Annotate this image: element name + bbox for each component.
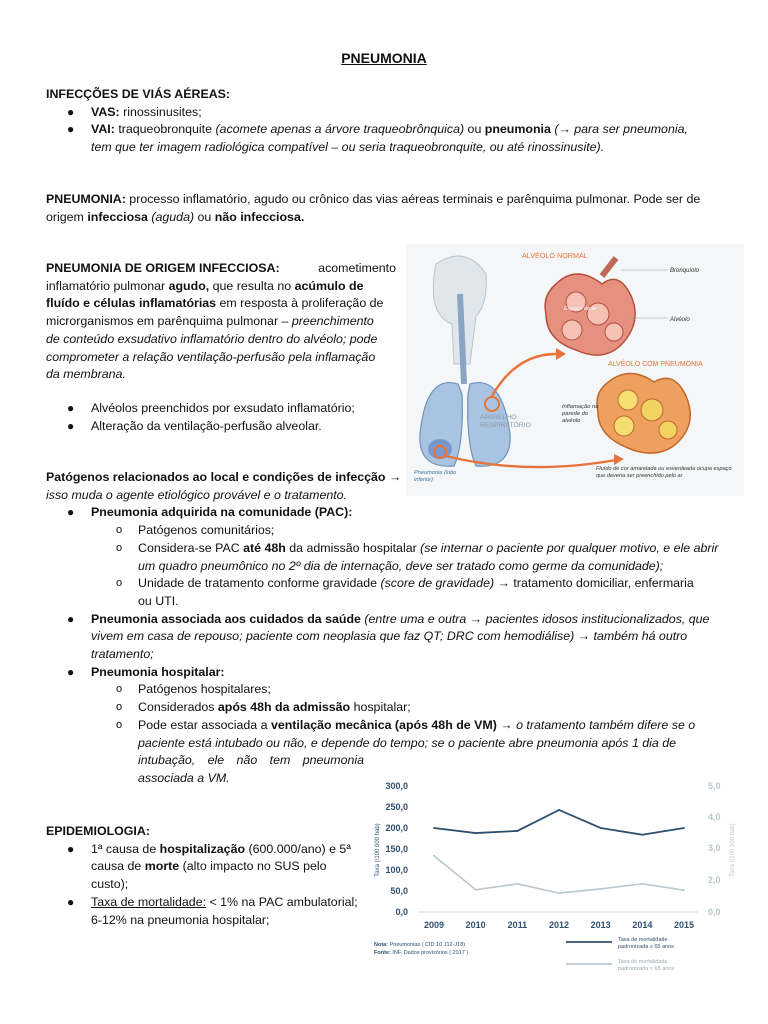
y2-axis-title: Taxa (/100 000 hab)	[730, 823, 736, 877]
pac-sub-2: o Considera-se PAC até 48h da admissão hospitalar (se internar o paciente por qualquer motivo, e ele abrir um quadro pneumônico no 2º dia de internação, deve ser tratado como germe da comunidade);	[116, 540, 719, 573]
epidemiologia-section	[46, 823, 364, 929]
label-fluido: Fluído de cor amarelada ou esverdeada ocupa espaço que deveria ser preenchido pelo ar	[596, 466, 732, 479]
label-pneumonia-lobo-inferior: Pneumonia (lobo inferior)	[414, 470, 457, 483]
circle-bullet-icon: o	[116, 718, 123, 731]
bullet-icon: ●	[67, 894, 75, 909]
legend-label-1-a: Taxa de mortalidade	[618, 937, 668, 943]
data-point-series-1	[600, 827, 602, 829]
mortality-line-chart	[368, 766, 738, 978]
label-aparelho-respiratorio: APARELHO RESPIRATÓRIO	[480, 414, 531, 429]
circle-bullet-icon: o	[116, 577, 123, 590]
hospitalar-item: ● Pneumonia hospitalar:	[46, 664, 726, 682]
data-point-series-1	[433, 827, 435, 829]
alveolus-illustration	[406, 244, 744, 496]
chart-note: Nota: Pneumonias ( CID 10 J12-J18)	[374, 942, 466, 948]
circle-bullet-icon: o	[116, 683, 123, 696]
y2-tick-label: 5,0	[708, 781, 721, 791]
hosp-sub-1: o Patógenos hospitalares;	[46, 681, 726, 699]
label-aparelho-wrap	[480, 414, 550, 438]
data-point-series-1	[558, 809, 560, 811]
bullet-icon: ●	[67, 505, 75, 520]
infeccoes-heading: INFECÇÕES DE VIÁS AÉREAS:	[46, 87, 231, 101]
x-tick-label: 2014	[632, 920, 653, 930]
pacs-item: ● Pneumonia associada aos cuidados da saúde (entre uma e outra → pacientes idosos institucionalizados, que vivem em casa de repouso; paciente com neoplasia que faz QT; DRC com hemodiálise) → também há outro tratamento;	[67, 611, 710, 662]
y-tick-label: 150,0	[385, 844, 408, 854]
x-tick-label: 2009	[423, 920, 445, 930]
patogenos-section: Patógenos relacionados ao local e condições de infecção → isso muda o agente etiológico provável e o tratamento. ● Pneumonia adquirida na comunidade (PAC): o Patógenos comunitários; o Considera-se PAC até 48h da admissão hospitalar (se internar o paciente por qualquer motivo, e ele abrir um quadro pneumônico no 2º dia de internação, deve ser tratado como germe da comunidade); o Unidade de tratamento conforme gravidade (score de gravidade) → tratamento domiciliar, enfermaria ou UTI. ● Pneumonia associada aos cuidados da saúde (entre uma e outra → pacientes idosos institucionalizados, que vivem em casa de repouso; paciente com neoplasia que faz QT; DRC com hemodiálise) → também há outro tratamento; ● Pneumonia hospitalar: o Patógenos hospitalares; o Considerados após 48h da admissão hospitalar; o Pode estar associada a ventilação mecânica (após 48h de VM) → o tratamento também difere se o paciente está intubado ou não, e depende do tempo; se o paciente abre pneumonia após 1 dia de intubação, ele não tem pneumonia associada a VM.	[46, 469, 726, 788]
y-tick-label: 250,0	[385, 802, 408, 812]
label-alveolo-normal: ALVÉOLO NORMAL	[522, 251, 588, 260]
trachea-icon	[460, 294, 464, 384]
y-tick-label: 50,0	[390, 886, 408, 896]
y-axis-title: Taxa (/100 000 hab)	[375, 823, 381, 877]
respiratory-system-illustration	[406, 244, 744, 496]
bullet-icon: ●	[67, 841, 75, 856]
data-point-series-2	[641, 883, 643, 885]
legend-label-2-a: Taxa de mortalidade	[618, 959, 668, 965]
epi-item-2: ● Taxa de mortalidade: < 1% na PAC ambulatorial; 6-12% na pneumonia hospitalar;	[67, 894, 358, 927]
bullet-icon: ●	[67, 611, 75, 626]
hosp-sub-3: o Pode estar associada a ventilação mecânica (após 48h de VM) → o tratamento também difere se o paciente está intubado ou não, e depende do tempo; se o paciente abre pneumonia após 1 dia de intubação, ele não tem pneumonia associada a VM.	[116, 717, 696, 785]
y2-tick-label: 3,0	[708, 843, 721, 853]
x-tick-label: 2010	[465, 920, 486, 930]
bullet-icon: ●	[67, 418, 75, 433]
page-title: PNEUMONIA	[341, 50, 427, 66]
legend-label-1-b: padronizada ≥ 65 anos	[618, 944, 674, 950]
data-point-series-2	[516, 883, 518, 885]
x-tick-label: 2013	[590, 920, 611, 930]
infecciosa-paragraph: PNEUMONIA DE ORIGEM INFECCIOSA: acometimento inflamatório pulmonar agudo, que resulta no acúmulo de fluído e células inflamatórias em resposta à proliferação de microrganismos em parênquima pulmonar – preenchimento de conteúdo exsudativo inflamatório dentro do alvéolo; pode comprometer a relação ventilação-perfusão pela inflamação da membrana.	[46, 261, 396, 382]
circle-bullet-icon: o	[116, 524, 123, 537]
x-tick-label: 2011	[507, 920, 528, 930]
data-point-series-2	[433, 855, 435, 857]
label-alveolo: Alvéolo	[670, 317, 690, 323]
data-point-series-2	[683, 889, 685, 891]
label-inflamacao: Inflamação na parede do alvéolo	[562, 404, 599, 424]
y2-tick-label: 0,0	[708, 907, 721, 917]
y-tick-label: 100,0	[385, 865, 408, 875]
x-tick-label: 2012	[548, 920, 570, 930]
data-point-series-1	[641, 834, 643, 836]
infecciosa-bullets	[46, 400, 396, 435]
bullet-icon: ●	[67, 664, 75, 679]
mortality-chart	[368, 766, 738, 978]
label-bronquiolo: Bronquíolo	[670, 268, 700, 274]
bullet-icon: ●	[67, 401, 75, 415]
bullet-icon: ●	[67, 104, 75, 119]
y-tick-label: 200,0	[385, 823, 408, 833]
list-item: ● Alvéolos preenchidos por exsudato inflamatório;	[46, 400, 396, 418]
infeccoes-section	[46, 86, 726, 157]
definicao-paragraph: PNEUMONIA: processo inflamatório, agudo ou crônico das vias aéreas terminais e parênquima pulmonar. Pode ser de origem infecciosa (aguda) ou não infecciosa.	[46, 192, 701, 224]
circle-bullet-icon: o	[116, 701, 123, 714]
hosp-sub-2: o Considerados após 48h da admissão hospitalar;	[46, 699, 726, 717]
y2-tick-label: 2,0	[708, 875, 721, 885]
data-point-series-2	[475, 889, 477, 891]
circle-bullet-icon: o	[116, 541, 123, 554]
data-point-series-2	[558, 892, 560, 894]
epi-item-1: ● 1ª causa de hospitalização (600.000/ano) e 5ª causa de morte (alto impacto no SUS pelo custo);	[67, 841, 351, 892]
pac-sub-3: o Unidade de tratamento conforme gravidade (score de gravidade) → tratamento domiciliar, enfermaria ou UTI.	[116, 576, 694, 608]
bullet-icon: ●	[67, 122, 75, 137]
label-espaco-de-ar: Espaço de ar	[564, 306, 597, 312]
data-point-series-1	[683, 827, 685, 829]
y-tick-label: 300,0	[385, 781, 408, 791]
label-alveolo-com-pneumonia: ALVÉOLO COM PNEUMONIA	[608, 361, 703, 368]
pac-sub-1: o Patógenos comunitários;	[46, 522, 726, 540]
label-inflamacao-wrap	[562, 404, 608, 434]
data-point-series-1	[516, 830, 518, 832]
legend-label-2-b: padronizada < 65 anos	[618, 966, 675, 972]
y2-tick-label: 4,0	[708, 812, 721, 822]
list-item: ● Alteração da ventilação-perfusão alveolar.	[46, 418, 396, 436]
pac-item: ● Pneumonia adquirida na comunidade (PAC):	[46, 504, 726, 522]
vai-item: ● VAI: traqueobronquite (acomete apenas a árvore traqueobrônquica) ou pneumonia (→ para ser pneumonia, tem que ter imagem radiológica compatível – ou seria traqueobronquite, ou até rinossinusite).	[67, 122, 688, 155]
x-tick-label: 2015	[673, 920, 695, 930]
epidemiologia-heading: EPIDEMIOLOGIA:	[46, 824, 150, 838]
y-tick-label: 0,0	[395, 907, 408, 917]
chart-source: Fonte: INF. Dados provisórios ( 2017 )	[374, 950, 469, 956]
data-point-series-1	[475, 832, 477, 834]
data-point-series-2	[600, 888, 602, 890]
vas-item: ● VAS: rinossinusites;	[46, 104, 726, 122]
